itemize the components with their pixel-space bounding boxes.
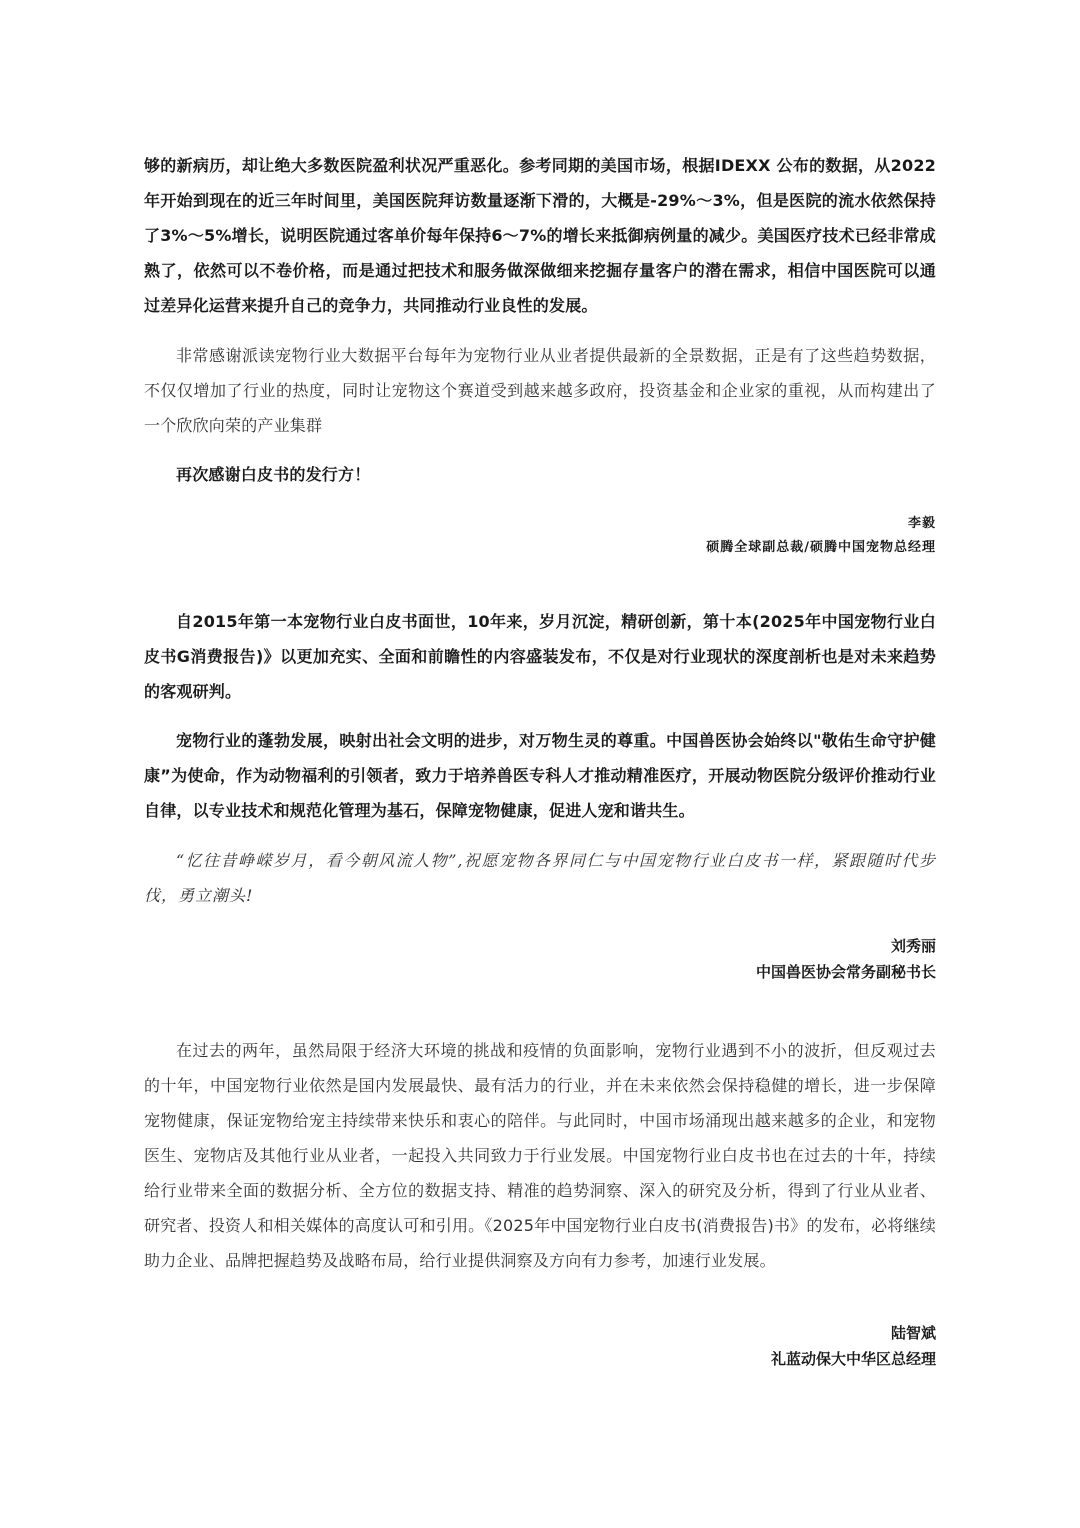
paragraph-text: 宠物行业的蓬勃发展，映射出社会文明的进步，对万物生灵的尊重。中国兽医协会始终以"敬佑生命守护健康”为使命，作为动物福利的引领者，致力于培养兽医专科人才推动精准医疗，开展动物医院分级评价推动行业自律，以专业技术和规范化管理为基石，保障宠物健康，促进人宠和谐共生。: [144, 731, 936, 820]
signature-name: 李毅: [907, 516, 936, 531]
paragraph-text: 在过去的两年，虽然局限于经济大环境的挑战和疫情的负面影响，宠物行业遇到不小的波折，但反观过去的十年，中国宠物行业依然是国内发展最快、最有活力的行业，并在未来依然会保持稳健的增长，进一步保障宠物健康，保证宠物给宠主持续带来快乐和衷心的陪伴。与此同时，中国市场涌现出越来越多的企业，和宠物医生、宠物店及其他行业从业者，一起投入共同致力于行业发展。中国宠物行业白皮书也在过去的十年，持续给行业带来全面的数据分析、全方位的数据支持、精准的趋势洞察、深入的研究及分析，得到了行业从业者、研究者、投资人和相关媒体的高度认可和引用。《2025年中国宠物行业白皮书(消费报告)书》的发布，必将继续助力企业、品牌把握趋势及战略布局，给行业提供洞察及方向有力参考，加速行业发展。: [144, 1041, 936, 1270]
paragraph-text: 非常感谢派读宠物行业大数据平台每年为宠物行业从业者提供最新的全景数据，正是有了这些趋势数据，不仅仅增加了行业的热度，同时让宠物这个赛道受到越来越多政府，投资基金和企业家的重视，从而构建出了一个欣欣向荣的产业集群: [144, 346, 936, 435]
paragraph-text: 够的新病历，却让绝大多数医院盈利状况严重恶化。参考同期的美国市场，根据IDEXX 公布的数据，从2022年开始到现在的近三年时间里，美国医院拜访数量逐渐下滑的，大概是-29%～3%，但是医院的流水依然保持了3%～5%增长，说明医院通过客单价每年保持6～7%的增长来抵御病例量的减少。美国医疗技术已经非常成熟了，依然可以不卷价格，而是通过把技术和服务做深做细来挖掘存量客户的潜在需求，相信中国医院可以通过差异化运营来提升自己的竞争力，共同推动行业良性的发展。: [144, 156, 936, 315]
signature-1: [706, 512, 936, 560]
signature-name: 刘秀丽: [890, 937, 936, 955]
paragraph-2-1: [144, 604, 936, 709]
signature-2: [756, 933, 936, 985]
paragraph-3-1: [144, 1033, 936, 1278]
paragraph-2-3: [144, 843, 936, 913]
paragraph-1-1: [144, 148, 936, 323]
paragraph-1-3: [144, 457, 936, 492]
signature-name: 陆智斌: [890, 1324, 936, 1342]
signature-title: 中国兽医协会常务副秘书长: [755, 963, 936, 981]
paragraph-2-2: [144, 723, 936, 828]
signature-3: [771, 1320, 936, 1372]
signature-title: 硕腾全球副总裁/硕腾中国宠物总经理: [706, 540, 936, 555]
paragraph-1-2: [144, 338, 936, 443]
paragraph-text: “忆往昔峥嵘岁月，看今朝风流人物”,祝愿宠物各界同仁与中国宠物行业白皮书一样，紧跟随时代步伐，勇立潮头!: [144, 851, 936, 905]
signature-title: 礼蓝动保大中华区总经理: [770, 1350, 936, 1368]
paragraph-text: 自2015年第一本宠物行业白皮书面世，10年来，岁月沉淀，精研创新，第十本(2025年中国宠物行业白皮书G消费报告)》以更加充实、全面和前瞻性的内容盛装发布，不仅是对行业现状的深度剖析也是对未来趋势的客观研判。: [144, 612, 936, 701]
paragraph-text: 再次感谢白皮书的发行方！: [176, 465, 371, 484]
